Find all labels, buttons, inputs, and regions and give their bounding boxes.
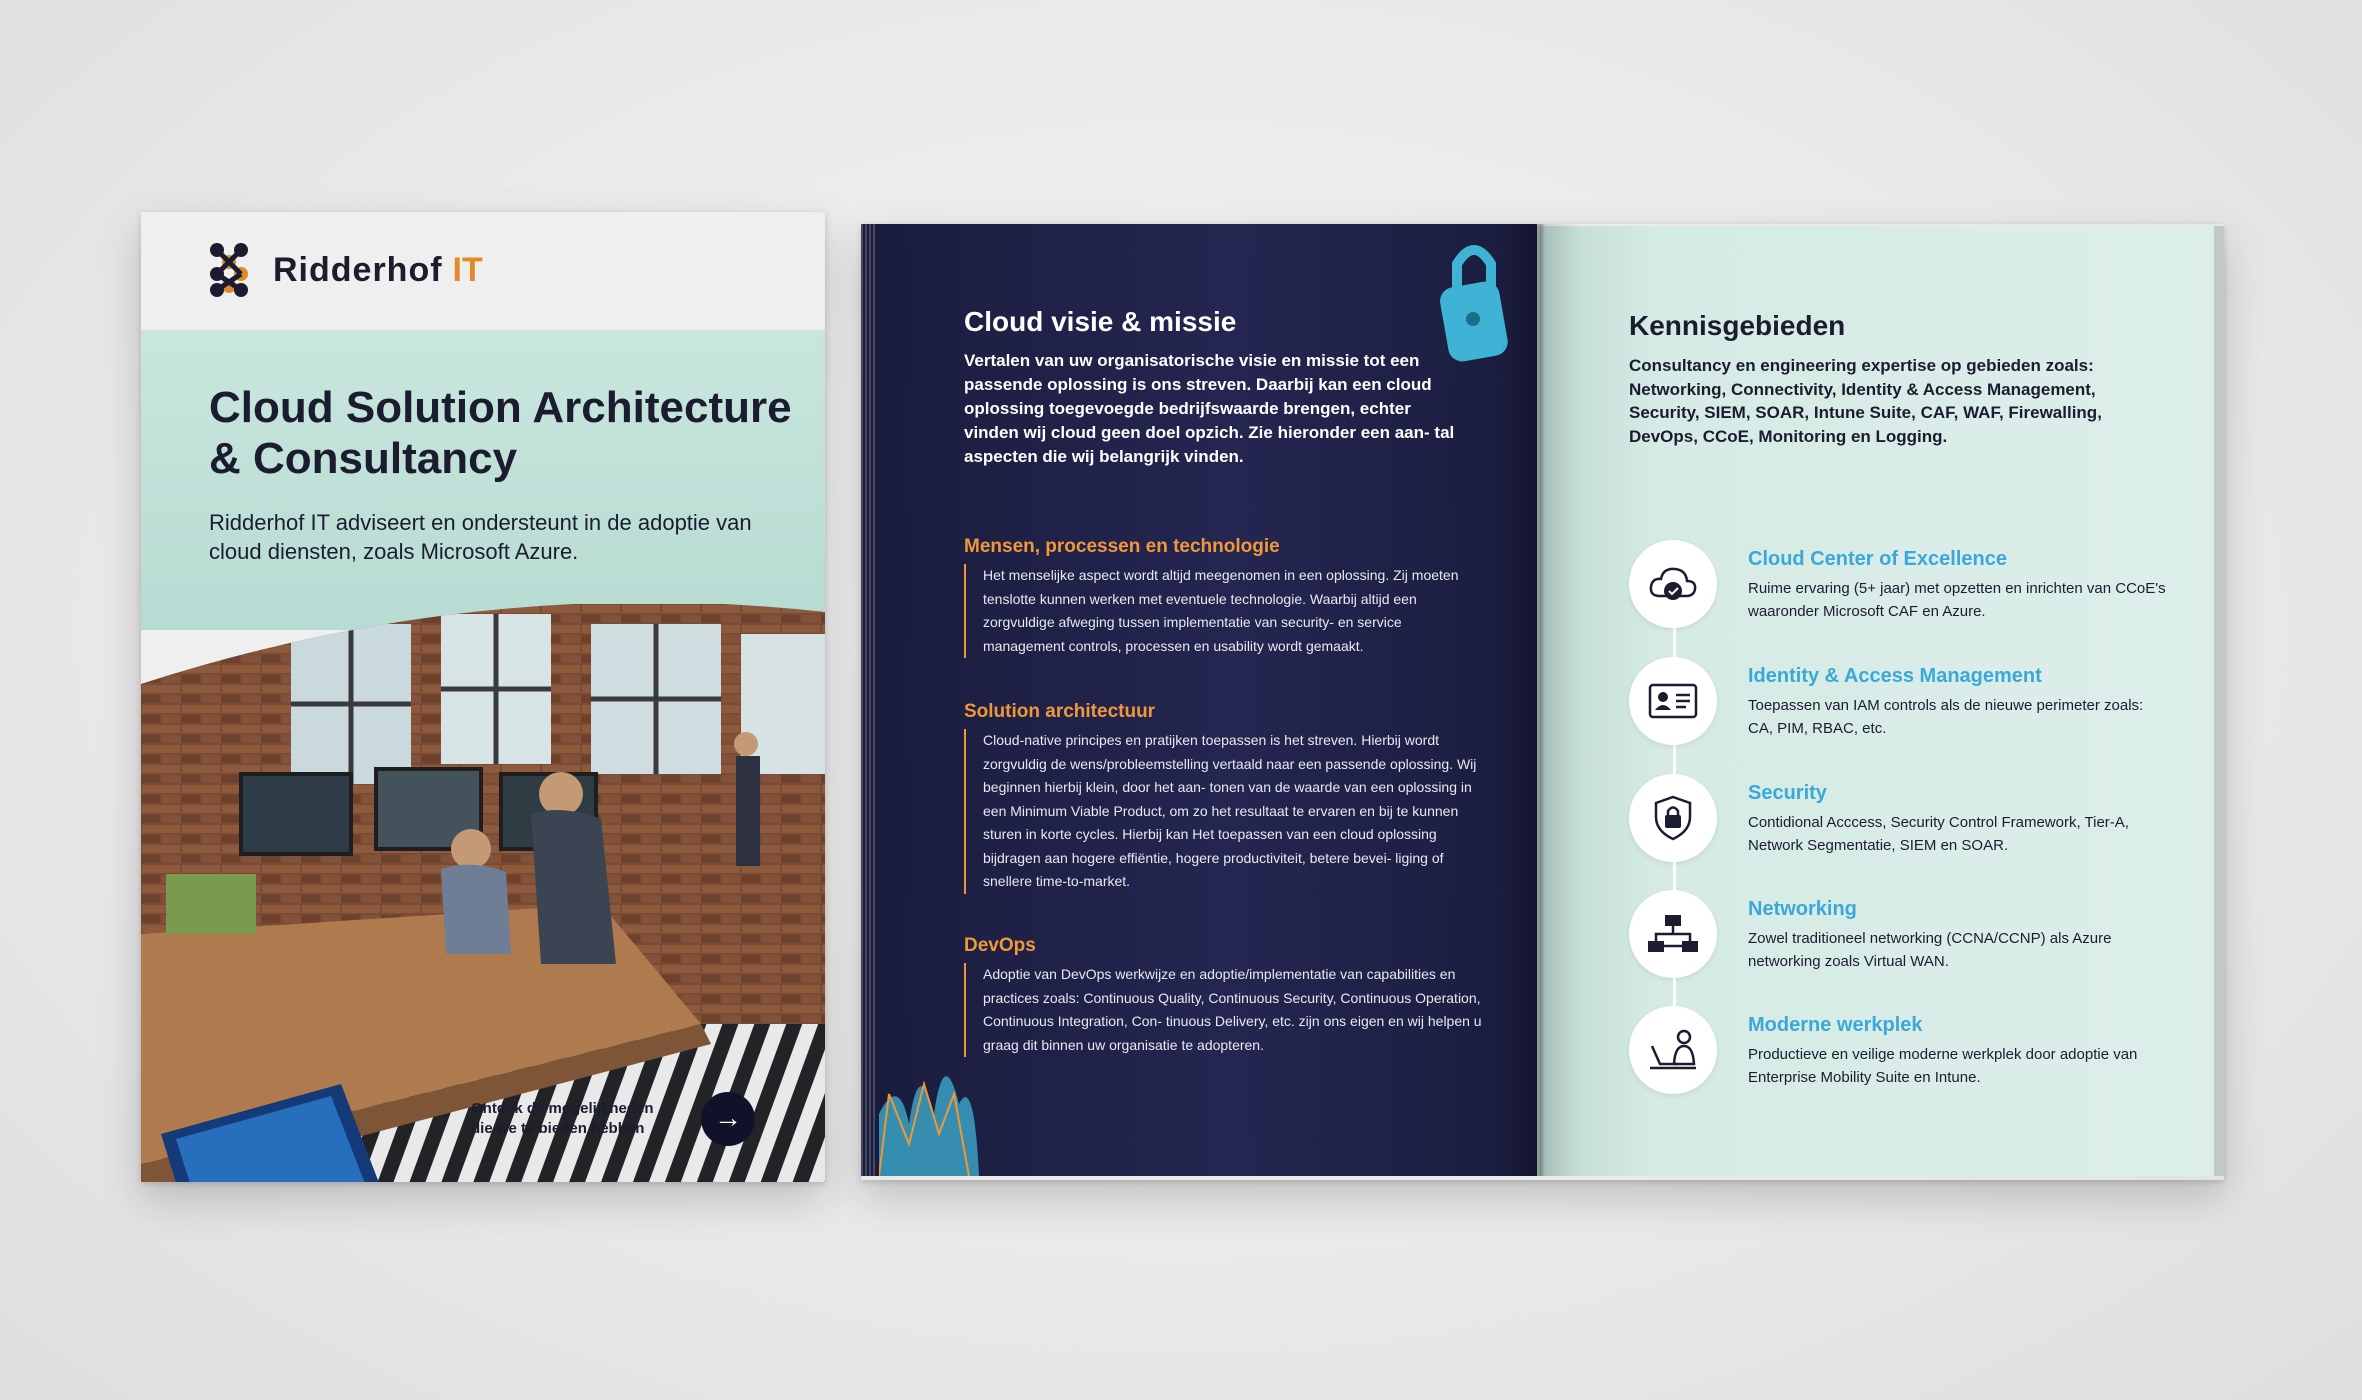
cover-cta-text bbox=[471, 1099, 654, 1139]
item-icon-circle bbox=[1629, 657, 1717, 745]
section-heading: DevOps bbox=[964, 935, 1036, 956]
kennis-item bbox=[1629, 540, 2189, 630]
item-title: Moderne werkplek bbox=[1748, 1014, 1923, 1036]
item-description: Ruime ervaring (5+ jaar) met opzetten en inrichten van CCoE's waaronder Microsoft CAF en Azure. bbox=[1748, 580, 2166, 620]
section-heading: Mensen, processen en technologie bbox=[964, 536, 1280, 557]
item-title: Security bbox=[1748, 782, 1827, 804]
section-mensen bbox=[964, 536, 1484, 658]
item-icon-circle bbox=[1629, 890, 1717, 978]
cover-title: Cloud Solution Architecture & Consultancy bbox=[209, 383, 792, 483]
kennis-item bbox=[1629, 1006, 2189, 1096]
logo-text: Ridderhof bbox=[273, 250, 443, 289]
section-body: Cloud-native principes en pratijken toepassen is het streven. Hierbij wordt zorgvuldig de wens/probleemstelling vertaald naar een passende oplossing. Wij beginnen hierbij klein, door het aan- tonen van de waarde van een oplossing in een Minimum Viable Product, om zo het resultaat te ervaren en bij te kunnen sturen in korte cycles. Hierbij kan Het toepassen van een cloud oplossing bijdragen aan hogere effiëntie, hogere productiviteit, betere bevei- liging of snellere time-to-market. bbox=[964, 729, 1484, 894]
right-page bbox=[1537, 226, 2224, 1176]
right-heading: Kennisgebieden bbox=[1629, 310, 1846, 341]
cover-subtitle: Ridderhof IT adviseert en ondersteunt in de adoptie van cloud diensten, zoals Microsoft Azure. bbox=[209, 510, 752, 564]
section-body: Adoptie van DevOps werkwijze en adoptie/implementatie van capabilities en practices zoals: Continuous Quality, Continuous Security, Continuous Operation, Continuous Integration, Con- tinuous Delivery, etc. zijn ons eigen en wij helpen u graag dit binnen uw organisatie te adopteren. bbox=[964, 963, 1484, 1057]
id-card-icon bbox=[1648, 682, 1698, 720]
item-description: Toepassen van IAM controls als de nieuwe perimeter zoals: CA, PIM, RBAC, etc. bbox=[1748, 697, 2144, 737]
arrow-right-icon[interactable]: → bbox=[701, 1092, 755, 1146]
workplace-icon bbox=[1648, 1028, 1698, 1072]
item-icon-circle bbox=[1629, 774, 1717, 862]
left-heading: Cloud visie & missie bbox=[964, 306, 1237, 337]
section-heading: Solution architectuur bbox=[964, 701, 1156, 722]
cta-line-1: Ontdek de mogelijkheden bbox=[471, 1100, 654, 1117]
logo bbox=[209, 242, 483, 298]
page-edge bbox=[861, 224, 875, 1176]
cta-line-2: die we te bieden hebben bbox=[471, 1120, 645, 1137]
left-page bbox=[861, 224, 1537, 1176]
kennis-item bbox=[1629, 774, 2189, 864]
page-edge bbox=[2214, 226, 2224, 1176]
kennis-item bbox=[1629, 890, 2189, 980]
section-solution bbox=[964, 701, 1484, 894]
item-title: Cloud Center of Excellence bbox=[1748, 548, 2007, 570]
kennis-item bbox=[1629, 657, 2189, 747]
item-icon-circle bbox=[1629, 540, 1717, 628]
brochure-cover bbox=[141, 212, 825, 1182]
item-description: Zowel traditioneel networking (CCNA/CCNP) als Azure networking zoals Virtual WAN. bbox=[1748, 930, 2112, 970]
padlock-icon bbox=[1439, 234, 1509, 364]
brochure-spread bbox=[861, 224, 2224, 1180]
cloud-check-icon bbox=[1648, 564, 1698, 604]
section-body: Het menselijke aspect wordt altijd meegenomen in een oplossing. Zij moeten tenslotte kunnen werken met eventuele technologie. Waarbij altijd een zorgvuldige afweging tussen implementatie van security- en service management controls, processen en usability wordt gemaakt. bbox=[964, 564, 1484, 658]
network-icon bbox=[1646, 913, 1700, 955]
item-title: Identity & Access Management bbox=[1748, 665, 2042, 687]
item-description: Productieve en veilige moderne werkplek door adoptie van Enterprise Mobility Suite en Intune. bbox=[1748, 1046, 2138, 1086]
logo-accent: IT bbox=[452, 250, 483, 289]
right-intro: Consultancy en engineering expertise op gebieden zoals: Networking, Connectivity, Identity & Access Management, Security, SIEM, SOAR, Intune Suite, CAF, WAF, Firewalling, DevOps, CCoE, Monitoring en Logging. bbox=[1629, 356, 2102, 446]
ridderhof-logo-icon bbox=[209, 242, 249, 298]
item-description: Contidional Acccess, Security Control Framework, Tier-A, Network Segmentatie, SIEM en SOAR. bbox=[1748, 814, 2129, 854]
item-title: Networking bbox=[1748, 898, 1857, 920]
spread-gutter bbox=[1501, 224, 1581, 1176]
abstract-graphic bbox=[879, 1054, 1009, 1176]
shield-lock-icon bbox=[1653, 795, 1693, 841]
left-intro: Vertalen van uw organisatorische visie en missie tot een passende oplossing is ons streven. Daarbij kan een cloud oplossing toegevoegde bedrijfswaarde brengen, echter vinden wij cloud geen doel opzich. Zie hieronder een aan- tal aspecten die wij belangrijk vinden. bbox=[964, 351, 1455, 466]
item-icon-circle bbox=[1629, 1006, 1717, 1094]
section-devops bbox=[964, 935, 1484, 1057]
